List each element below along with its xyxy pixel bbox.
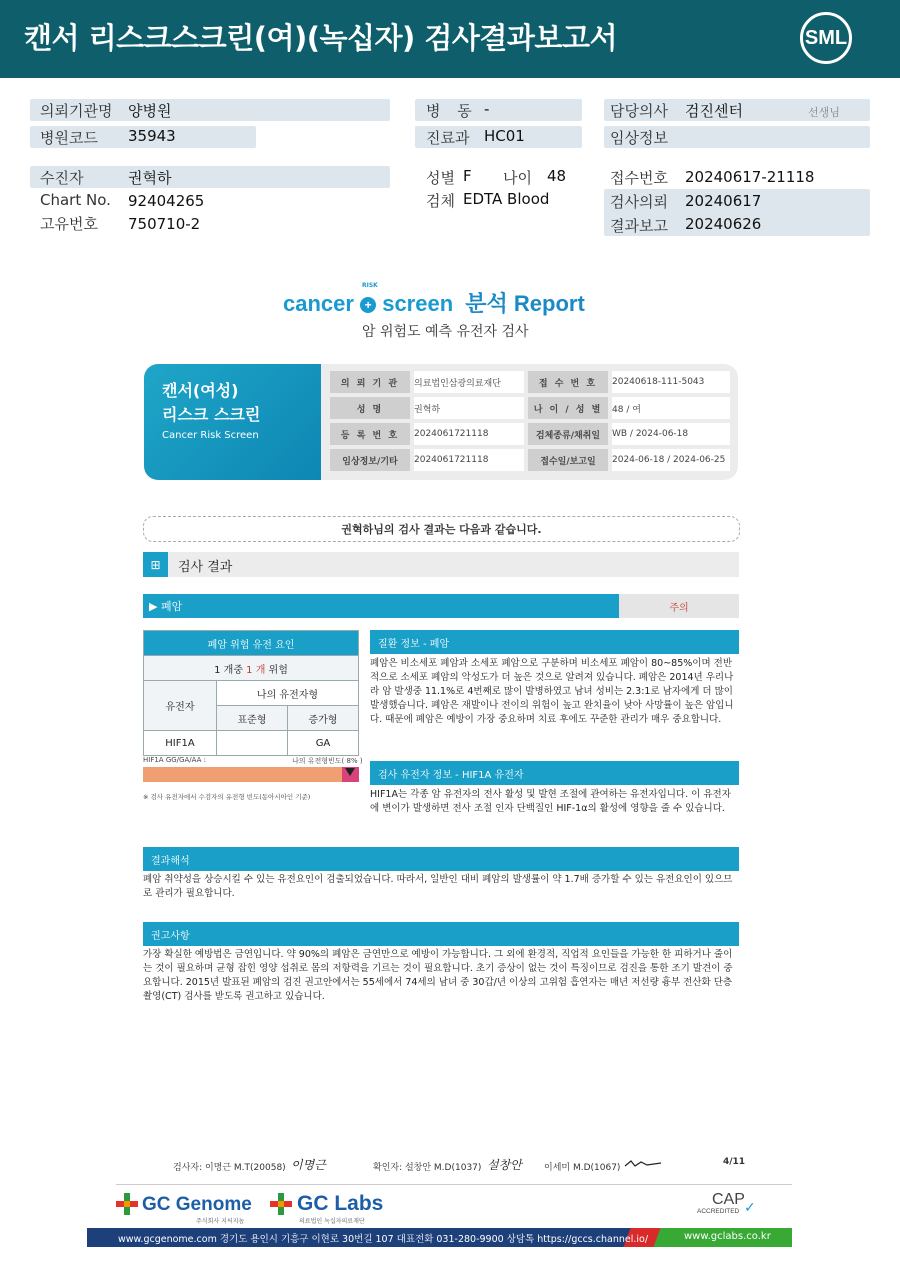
gene-standard-value — [217, 731, 288, 756]
footer-website[interactable]: www.gclabs.co.kr — [684, 1231, 771, 1242]
disease-info-title: 질환 정보 - 폐암 — [370, 630, 739, 654]
card-value: 2024061721118 — [414, 423, 524, 445]
institution-value: 양병원 — [128, 102, 172, 120]
gc-plus-icon — [116, 1193, 138, 1215]
interpretation-title: 결과해석 — [143, 847, 739, 871]
card-title-2: 리스크 스크린 — [162, 405, 261, 424]
sml-logo: SML — [800, 12, 852, 64]
chart-label: Chart No. — [40, 191, 111, 209]
report-label: 결과보고 — [610, 217, 668, 235]
doctor-label: 담당의사 — [610, 102, 668, 120]
gc-labs-sub: 의료법인 녹십자의료재단 — [299, 1218, 365, 1225]
gene-name: HIF1A — [144, 731, 217, 756]
col-gene: 유전자 — [144, 681, 217, 731]
col-increased: 증가형 — [287, 706, 358, 731]
card-value: 2024061721118 — [414, 449, 524, 471]
confirmer2: 이세미 M.D(1067) — [544, 1163, 621, 1173]
request-label: 검사의뢰 — [610, 193, 668, 211]
section-title: 검사 결과 — [178, 560, 233, 575]
hospital-code-label: 병원코드 — [40, 129, 98, 147]
logo-screen: screen — [382, 291, 454, 316]
freq-label: HIF1A GG/GA/AA : — [143, 756, 206, 764]
dept-value: HC01 — [484, 127, 525, 145]
ward-value: - — [484, 100, 490, 118]
card-label: 접수일/보고일 — [528, 449, 608, 471]
confirmer2-signature — [623, 1158, 663, 1170]
page-number: 4/11 — [723, 1157, 746, 1167]
gene-count: 1 개중 1 개 위험 — [144, 656, 359, 681]
gc-labs-logo: GC Labs — [297, 1192, 384, 1215]
sex-label: 성별 — [426, 169, 455, 187]
gene-increased-value: GA — [287, 731, 358, 756]
footer-address: www.gcgenome.com 경기도 용인시 기흥구 이현로 30번길 107 대표전화 031-280-9900 상담톡 https://gccs.channel.io/ — [118, 1234, 649, 1245]
report-logo — [283, 287, 585, 318]
card-label: 접 수 번 호 — [528, 371, 608, 393]
card-label: 임상정보/기타 — [330, 449, 410, 471]
tester-signature: 이명근 — [291, 1158, 326, 1172]
plus-box-icon: ⊞ — [143, 552, 168, 577]
summary-box: 권혁하님의 검사 결과는 다음과 같습니다. — [143, 516, 740, 542]
card-label: 의 뢰 기 관 — [330, 371, 410, 393]
doctor-value: 검진센터 — [685, 102, 743, 120]
cap-accredited: ACCREDITED — [697, 1208, 740, 1215]
disease-info-text: 폐암은 비소세포 폐암과 소세포 폐암으로 구분하며 비소세포 폐암이 80~85%이며 전반적으로 소세포 폐암의 악성도가 더 높은 것으로 알려져 있습니다. 폐암은 2014년 우리나라 암 발생중 11.1%로 4번째로 많이 발병하였고 남녀 성비는 2.3:1로 남자에게 더 많이 발생했습니다. 폐암은 재발이나 전이의 위험이 높고 완치율이 낮아 사망률이 높은 암입니다. 때문에 폐암은 예방이 가장 중요하며 치료 후에도 꾸준한 관리가 매우 중요합니다. — [370, 658, 734, 725]
gene-info-text: HIF1A는 각종 암 유전자의 전사 활성 및 발현 조절에 관여하는 유전자입니다. 이 유전자에 변이가 발생하면 전사 조절 인자 단백질인 HIF-1α의 활성에 영향을 줄 수 있습니다. — [370, 789, 731, 814]
freq-arrow-icon — [345, 768, 355, 776]
patient-name: 권혁하 — [128, 169, 172, 187]
ward-label: 병 동 — [426, 102, 478, 120]
id-label: 고유번호 — [40, 215, 98, 233]
request-value: 20240617 — [685, 192, 762, 210]
freq-bar — [143, 767, 359, 782]
receipt-value: 20240617-21118 — [685, 168, 815, 186]
section-header — [143, 552, 739, 577]
freq-value-label: 나의 유전형빈도( 8% ) — [292, 757, 363, 765]
clinical-label: 임상정보 — [610, 129, 668, 147]
specimen-label: 검체 — [426, 192, 455, 210]
card-value: 2024-06-18 / 2024-06-25 — [612, 449, 730, 471]
doctor-suffix: 선생님 — [808, 106, 840, 119]
card-label: 검체종류/채취일 — [528, 423, 608, 445]
report-value: 20240626 — [685, 215, 762, 233]
card-value: 의료법인삼광의료재단 — [414, 371, 524, 393]
card-title-en: Cancer Risk Screen — [162, 430, 259, 441]
dept-label: 진료과 — [426, 129, 470, 147]
id-value: 750710-2 — [128, 215, 201, 233]
hospital-code-value: 35943 — [128, 127, 176, 145]
recommend-title: 권고사항 — [143, 922, 739, 946]
interpretation-text: 폐암 취약성을 상승시킬 수 있는 유전요인이 검출되었습니다. 따라서, 일반인 대비 폐암의 발생률이 약 1.7배 증가할 수 있는 유전요인이 있으므로 관리가 필요합니다. — [143, 874, 733, 899]
chart-value: 92404265 — [128, 192, 205, 210]
logo-cancer: cancer — [283, 291, 354, 316]
confirmer-signature: 설창안 — [487, 1158, 522, 1172]
patient-row — [30, 166, 390, 188]
card-value: WB / 2024-06-18 — [612, 423, 730, 445]
footer-divider — [116, 1184, 792, 1185]
cancer-name-bar: ▶ 폐암 — [143, 594, 619, 618]
report-subtitle: 암 위험도 예측 유전자 검사 — [362, 324, 529, 340]
cap-logo: CAP — [712, 1191, 745, 1208]
logo-plus-icon: + — [360, 297, 376, 313]
card-label: 나 이 / 성 별 — [528, 397, 608, 419]
gene-table-title: 폐암 위험 유전 요인 — [144, 631, 359, 656]
gc-plus-icon — [270, 1193, 292, 1215]
gene-table — [143, 630, 359, 756]
tester: 검사자: 이명근 M.T(20058) — [173, 1163, 286, 1173]
card-value: 20240618-111-5043 — [612, 371, 730, 393]
receipt-label: 접수번호 — [610, 169, 668, 187]
check-icon: ✓ — [744, 1200, 756, 1216]
logo-title: 분석 Report — [465, 291, 585, 316]
specimen-value: EDTA Blood — [463, 190, 550, 208]
gc-genome-sub: 주식회사 지씨지놈 — [196, 1218, 245, 1225]
recommend-text: 가장 확실한 예방법은 금연입니다. 약 90%의 폐암은 금연만으로 예방이 가능합니다. 그 외에 환경적, 직업적 요인들을 가능한 한 피하거나 줄이는 것이 필요하며 균형 잡힌 영양 섭취로 몸의 저항력을 기르는 것이 필요합니다. 초기 증상이 없는 것이 특징이므로 검진을 통한 조기 발견이 중요합니다. 2015년 발표된 폐암의 검진 권고안에서는 55세에서 74세의 남녀 중 30갑/년 이상의 고위험 흡연자는 매년 저선량 흉부 전산화 단층 촬영(CT) 검사를 받도록 권고하고 있습니다. — [143, 949, 733, 1002]
confirmer: 확인자: 설창안 M.D(1037) — [373, 1163, 482, 1173]
col-standard: 표준형 — [217, 706, 288, 731]
gene-info-title: 검사 유전자 정보 - HIF1A 유전자 — [370, 761, 739, 785]
institution-label: 의뢰기관명 — [40, 102, 113, 120]
card-label: 성 명 — [330, 397, 410, 419]
cancer-status: 주의 — [619, 594, 739, 618]
freq-note: ※ 검사 유전자에서 수검자의 유전형 빈도(동아시아인 기준) — [143, 793, 311, 801]
card-title-1: 캔서(여성) — [162, 381, 239, 400]
col-my-genotype: 나의 유전자형 — [217, 681, 359, 706]
card-value: 48 / 여 — [612, 397, 730, 419]
age-value: 48 — [547, 167, 567, 185]
page-title: 캔서 리스크스크린(여)(녹십자) 검사결과보고서 — [24, 21, 617, 55]
age-label: 나이 — [503, 169, 532, 187]
card-value: 권혁하 — [414, 397, 524, 419]
sex-value: F — [463, 167, 472, 185]
gc-genome-logo: GC Genome — [142, 1194, 252, 1215]
patient-label: 수진자 — [40, 169, 84, 187]
logo-risk: RISK — [362, 282, 378, 289]
card-label: 등 록 번 호 — [330, 423, 410, 445]
